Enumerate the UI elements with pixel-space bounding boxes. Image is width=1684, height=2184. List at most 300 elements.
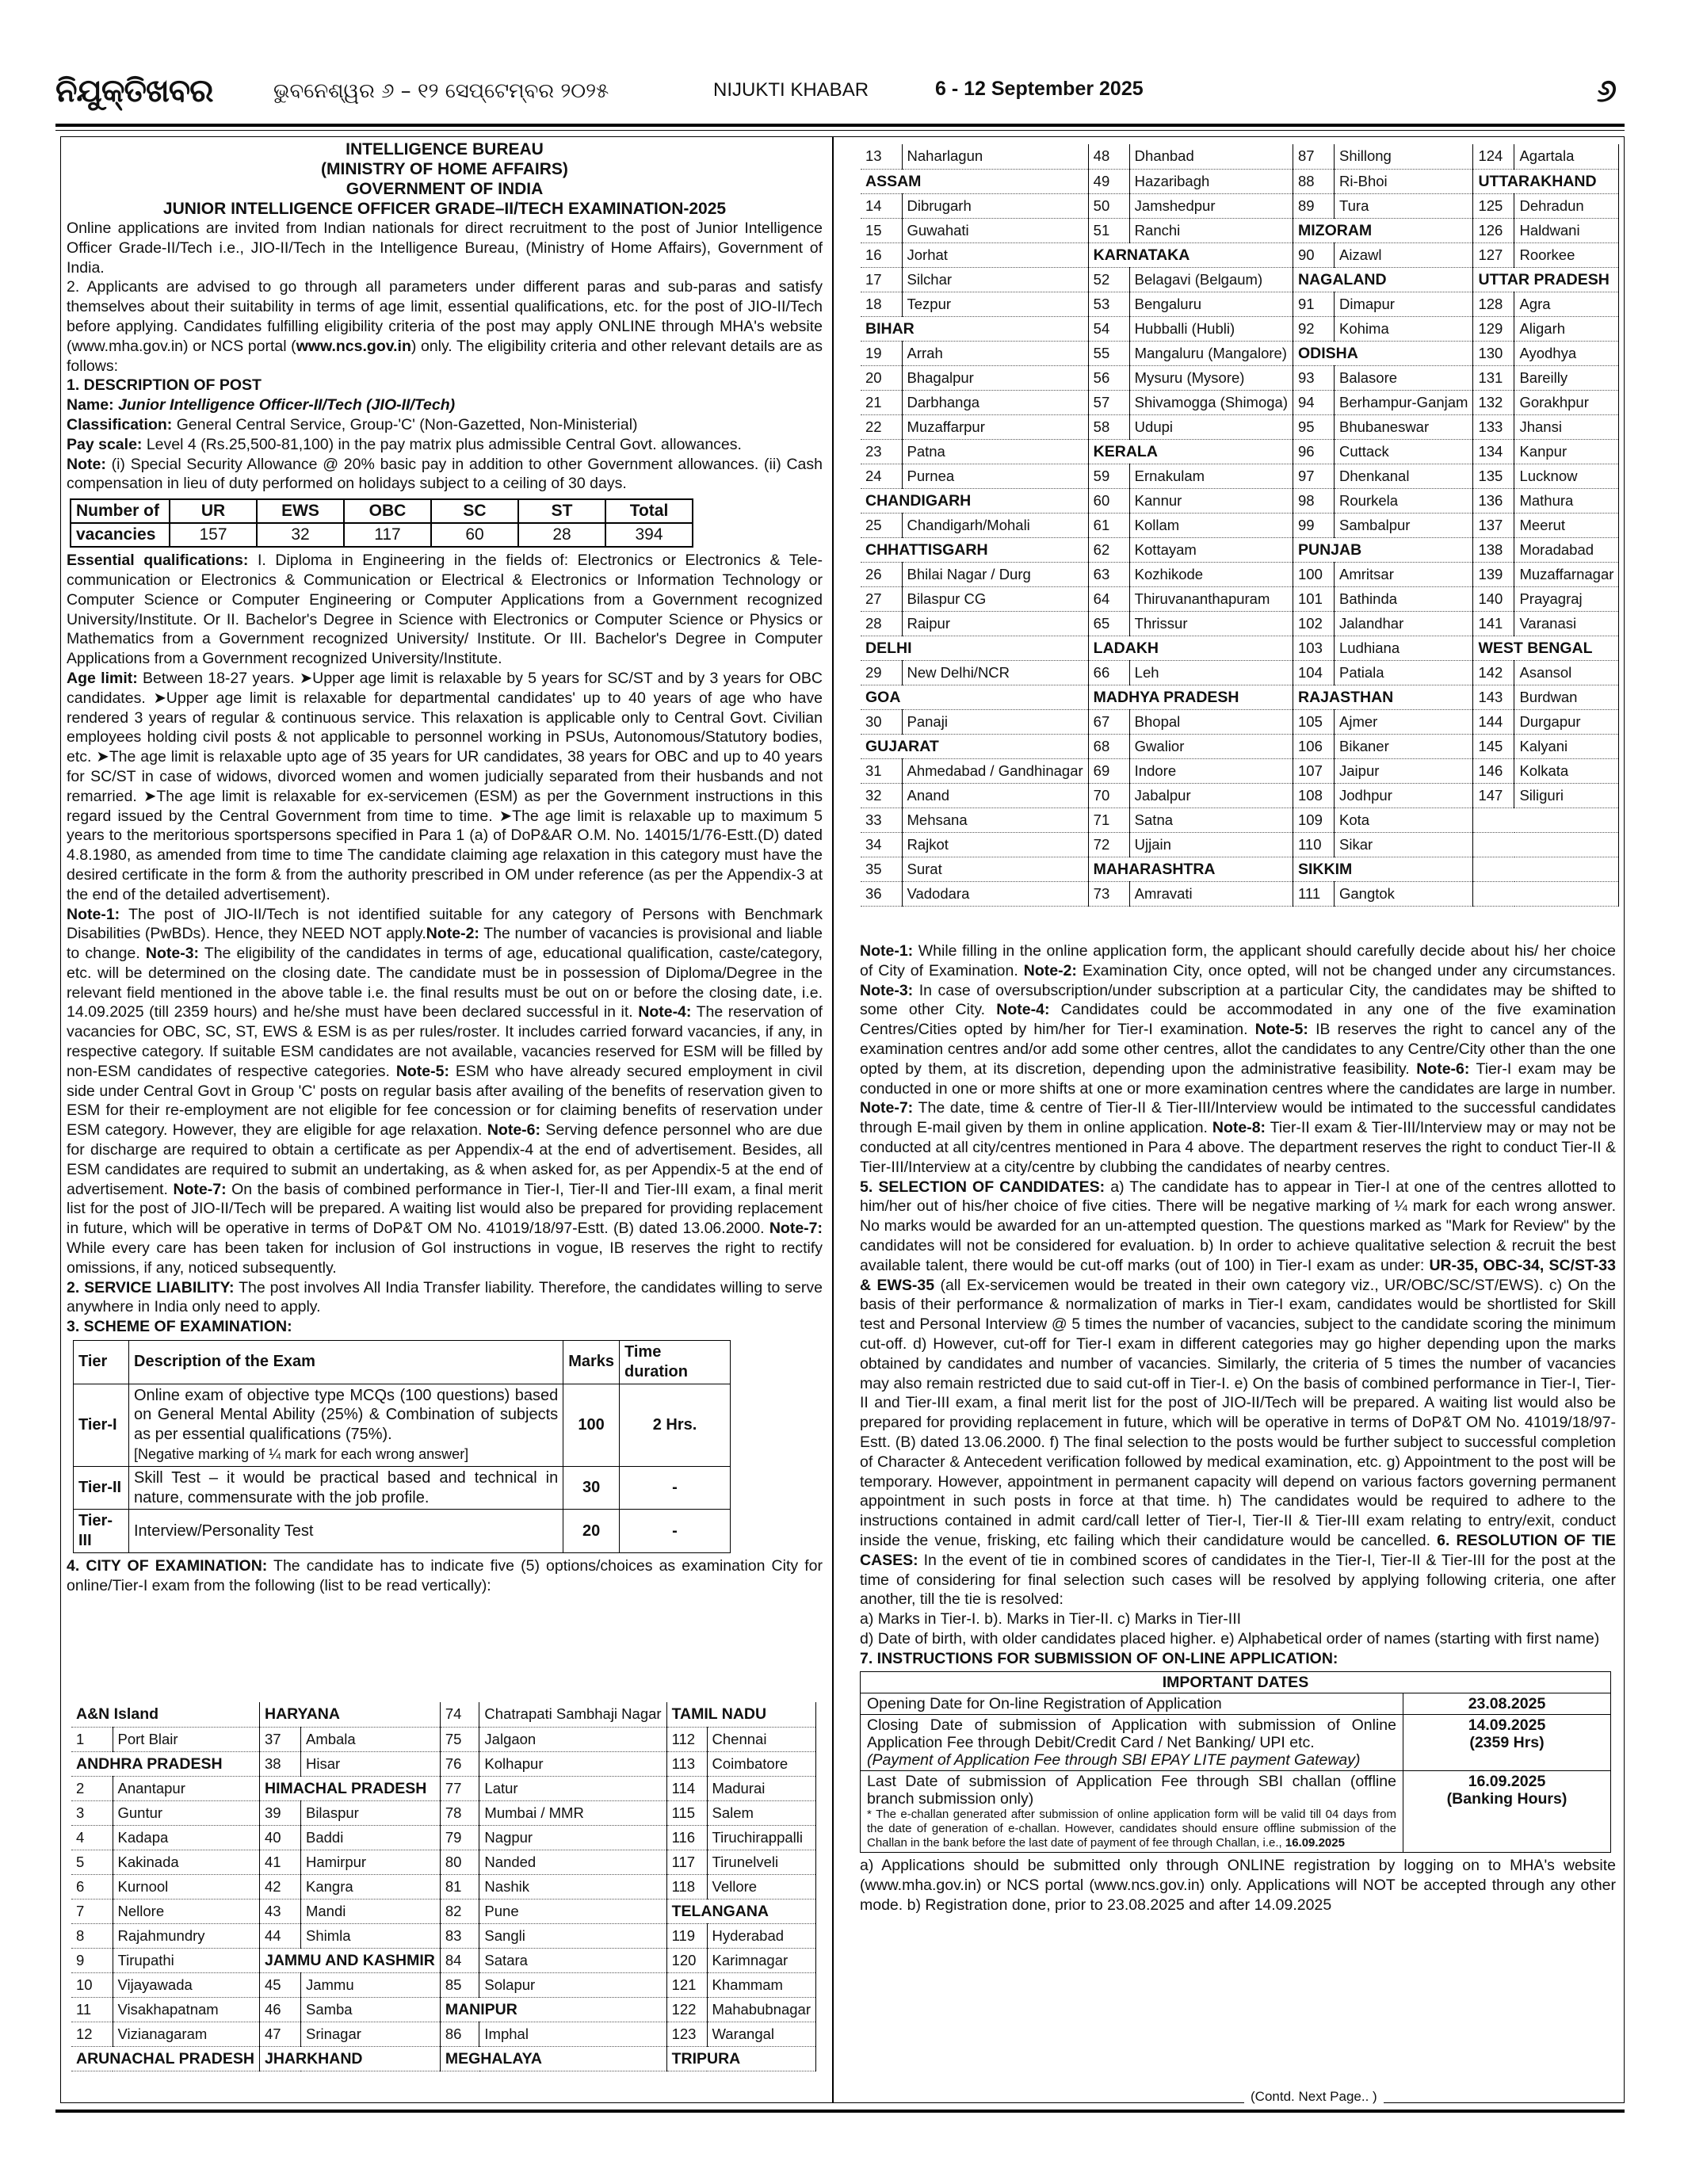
city-name: Nanded	[479, 1850, 666, 1874]
scheme-row-tier1: Tier-I Online exam of objective type MCQs (100 questions) based on General Mental Ability (25%) & Combination of subjects as per essential qualifications (75%). [Negative marking of ¼ mark for each wrong answer] 100 2 Hrs.	[74, 1384, 731, 1466]
city-row	[861, 758, 1619, 783]
city-number: 132	[1473, 390, 1514, 414]
city-name: Mumbai / MMR	[479, 1800, 666, 1825]
city-number: 76	[440, 1751, 479, 1776]
city-name: Patna	[902, 439, 1088, 464]
city-number: 123	[666, 2022, 707, 2046]
city-number: 22	[861, 414, 902, 439]
city-name: Vijayawada	[113, 1972, 259, 1997]
post-name: Name: Junior Intelligence Officer-II/Tech (JIO-II/Tech)	[67, 396, 456, 414]
city-number: 62	[1088, 537, 1129, 562]
city-name: Jamshedpur	[1129, 193, 1293, 218]
city-name: Shillong	[1335, 144, 1473, 169]
top-rule	[55, 124, 1625, 127]
city-number: 140	[1473, 586, 1514, 611]
city-number: 106	[1293, 734, 1335, 758]
city-name: Shivamogga (Shimoga)	[1129, 390, 1293, 414]
scheme-row-tier2: Tier-II Skill Test – it would be practical based and technical in nature, commensurate with the job profile. 30 -	[74, 1466, 731, 1510]
ministry-name: (MINISTRY OF HOME AFFAIRS)	[321, 160, 568, 178]
city-name: Raipur	[902, 611, 1088, 636]
city-row	[861, 341, 1619, 365]
city-name: Hyderabad	[707, 1923, 815, 1948]
important-dates-table	[860, 1671, 1611, 1853]
state-heading: KERALA	[1088, 439, 1293, 464]
city-row	[861, 513, 1619, 537]
city-name: Burdwan	[1514, 685, 1619, 709]
empty-cell	[1473, 832, 1619, 857]
city-name: Jammu	[300, 1972, 440, 1997]
state-heading: CHANDIGARH	[861, 488, 1088, 513]
city-name: Dibrugarh	[902, 193, 1088, 218]
city-name: Samba	[300, 1997, 440, 2022]
city-number: 70	[1088, 783, 1129, 808]
city-number: 65	[1088, 611, 1129, 636]
section-instructions-title: 7. INSTRUCTIONS FOR SUBMISSION OF ON-LINE APPLICATION:	[860, 1649, 1338, 1667]
city-name: Kakinada	[113, 1850, 259, 1874]
city-table-left	[71, 1702, 816, 2071]
city-number: 57	[1088, 390, 1129, 414]
city-number: 101	[1293, 586, 1335, 611]
city-number: 107	[1293, 758, 1335, 783]
city-name: Amravati	[1129, 881, 1293, 906]
city-name: Nellore	[113, 1899, 259, 1923]
city-name: Purnea	[902, 464, 1088, 488]
city-number: 110	[1293, 832, 1335, 857]
city-number: 84	[440, 1948, 479, 1972]
city-number: 58	[1088, 414, 1129, 439]
city-number: 25	[861, 513, 902, 537]
city-number: 39	[259, 1800, 300, 1825]
city-name: Amritsar	[1335, 562, 1473, 586]
city-row	[861, 464, 1619, 488]
state-heading: HIMACHAL PRADESH	[259, 1776, 440, 1800]
city-name: Madurai	[707, 1776, 815, 1800]
city-number: 81	[440, 1874, 479, 1899]
scheme-row-tier3: Tier-III Interview/Personality Test 20 -	[74, 1510, 731, 1553]
city-name: Haldwani	[1514, 218, 1619, 242]
city-name: Imphal	[479, 2022, 666, 2046]
city-name: Tiruchirappalli	[707, 1825, 815, 1850]
city-number: 96	[1293, 439, 1335, 464]
city-number: 105	[1293, 709, 1335, 734]
state-heading: CHHATTISGARH	[861, 537, 1088, 562]
city-row	[861, 808, 1619, 832]
city-number: 103	[1293, 636, 1335, 660]
city-name: Coimbatore	[707, 1751, 815, 1776]
city-row	[861, 537, 1619, 562]
city-name: Kannur	[1129, 488, 1293, 513]
city-name: Satna	[1129, 808, 1293, 832]
city-row	[861, 709, 1619, 734]
state-heading: BIHAR	[861, 316, 1088, 341]
city-name: Ludhiana	[1335, 636, 1473, 660]
city-row	[861, 734, 1619, 758]
city-name: Bhubaneswar	[1335, 414, 1473, 439]
city-number: 63	[1088, 562, 1129, 586]
city-number: 20	[861, 365, 902, 390]
city-row	[71, 1997, 816, 2022]
city-row	[861, 218, 1619, 242]
city-number: 1	[71, 1727, 113, 1751]
city-number: 43	[259, 1899, 300, 1923]
state-heading: UTTAR PRADESH	[1473, 267, 1619, 292]
city-row	[71, 1776, 816, 1800]
city-name: Warangal	[707, 2022, 815, 2046]
city-name: Gwalior	[1129, 734, 1293, 758]
odia-dateline: ଭୁବନେଶ୍ୱର ୬ – ୧୨ ସେପ୍ଟେମ୍ବର ୨୦୨୫	[273, 79, 609, 103]
city-table-right	[861, 144, 1619, 907]
city-name: Arrah	[902, 341, 1088, 365]
city-number: 14	[861, 193, 902, 218]
city-number: 129	[1473, 316, 1514, 341]
city-name: Bhopal	[1129, 709, 1293, 734]
city-number: 11	[71, 1997, 113, 2022]
city-name: Solapur	[479, 1972, 666, 1997]
city-number: 111	[1293, 881, 1335, 906]
city-name: Guntur	[113, 1800, 259, 1825]
city-name: Mysuru (Mysore)	[1129, 365, 1293, 390]
city-number: 42	[259, 1874, 300, 1899]
city-name: Panaji	[902, 709, 1088, 734]
city-number: 79	[440, 1825, 479, 1850]
city-name: Mahabubnagar	[707, 1997, 815, 2022]
city-name: New Delhi/NCR	[902, 660, 1088, 685]
city-number: 124	[1473, 144, 1514, 169]
city-number: 6	[71, 1874, 113, 1899]
city-number: 118	[666, 1874, 707, 1899]
post-classification: Classification: General Central Service, Group-'C' (Non-Gazetted, Non-Ministerial)	[67, 415, 638, 433]
city-number: 7	[71, 1899, 113, 1923]
tie-criteria-2: d) Date of birth, with older candidates placed higher. e) Alphabetical order of names (starting with first name)	[860, 1629, 1600, 1648]
city-number: 120	[666, 1948, 707, 1972]
city-number: 44	[259, 1923, 300, 1948]
city-number: 41	[259, 1850, 300, 1874]
city-row	[861, 439, 1619, 464]
city-number: 113	[666, 1751, 707, 1776]
state-heading: DELHI	[861, 636, 1088, 660]
city-name: Kolhapur	[479, 1751, 666, 1776]
city-number: 17	[861, 267, 902, 292]
city-name: Varanasi	[1514, 611, 1619, 636]
city-row	[861, 783, 1619, 808]
city-row	[861, 488, 1619, 513]
city-row	[71, 2046, 816, 2071]
city-name: Bengaluru	[1129, 292, 1293, 316]
city-name: Chandigarh/Mohali	[902, 513, 1088, 537]
city-name: Shimla	[300, 1923, 440, 1948]
city-number: 86	[440, 2022, 479, 2046]
city-row	[861, 857, 1619, 881]
city-name: Hisar	[300, 1751, 440, 1776]
city-number: 51	[1088, 218, 1129, 242]
vacancy-table	[70, 498, 693, 548]
city-name: Bareilly	[1514, 365, 1619, 390]
city-number: 144	[1473, 709, 1514, 734]
state-heading: MAHARASHTRA	[1088, 857, 1293, 881]
city-number: 131	[1473, 365, 1514, 390]
city-number: 12	[71, 2022, 113, 2046]
city-row	[861, 316, 1619, 341]
state-heading: JHARKHAND	[259, 2046, 440, 2071]
city-name: Mandi	[300, 1899, 440, 1923]
city-name: Jaipur	[1335, 758, 1473, 783]
city-name: Karimnagar	[707, 1948, 815, 1972]
bottom-rule	[55, 2110, 1625, 2113]
city-name: Kottayam	[1129, 537, 1293, 562]
city-row	[861, 414, 1619, 439]
city-name: Berhampur-Ganjam	[1335, 390, 1473, 414]
city-number: 128	[1473, 292, 1514, 316]
city-number: 130	[1473, 341, 1514, 365]
city-number: 112	[666, 1727, 707, 1751]
pay-scale: Pay scale: Level 4 (Rs.25,500-81,100) in the pay matrix plus admissible Central Govt. allowances.	[67, 435, 742, 453]
city-number: 121	[666, 1972, 707, 1997]
city-name: Kalyani	[1514, 734, 1619, 758]
city-number: 115	[666, 1800, 707, 1825]
city-name: Mehsana	[902, 808, 1088, 832]
city-name: Patiala	[1335, 660, 1473, 685]
city-number: 45	[259, 1972, 300, 1997]
city-number: 109	[1293, 808, 1335, 832]
city-name: Agra	[1514, 292, 1619, 316]
city-number: 66	[1088, 660, 1129, 685]
city-name: Asansol	[1514, 660, 1619, 685]
city-number: 49	[1088, 169, 1129, 193]
section-post-title: 1. DESCRIPTION OF POST	[67, 376, 262, 395]
city-number: 56	[1088, 365, 1129, 390]
city-name: Salem	[707, 1800, 815, 1825]
city-row	[861, 611, 1619, 636]
empty-cell	[1473, 881, 1619, 906]
city-number: 64	[1088, 586, 1129, 611]
city-name: Chatrapati Sambhaji Nagar	[479, 1702, 666, 1727]
tie-criteria-1: a) Marks in Tier-I. b). Marks in Tier-II. c) Marks in Tier-III	[860, 1610, 1242, 1628]
city-row	[71, 1850, 816, 1874]
city-number: 141	[1473, 611, 1514, 636]
city-number: 4	[71, 1825, 113, 1850]
city-name: Dehradun	[1514, 193, 1619, 218]
city-number: 89	[1293, 193, 1335, 218]
city-name: Sambalpur	[1335, 513, 1473, 537]
city-name: Indore	[1129, 758, 1293, 783]
state-heading: SIKKIM	[1293, 857, 1473, 881]
city-name: Jodhpur	[1335, 783, 1473, 808]
date-row-opening: Opening Date for On-line Registration of Application 23.08.2025	[861, 1693, 1611, 1715]
city-number: 32	[861, 783, 902, 808]
city-number: 82	[440, 1899, 479, 1923]
city-name: Ayodhya	[1514, 341, 1619, 365]
city-name: Durgapur	[1514, 709, 1619, 734]
city-number: 55	[1088, 341, 1129, 365]
city-number: 35	[861, 857, 902, 881]
state-heading: GOA	[861, 685, 1088, 709]
city-row	[861, 365, 1619, 390]
city-row	[71, 1972, 816, 1997]
city-number: 37	[259, 1727, 300, 1751]
city-name: Vadodara	[902, 881, 1088, 906]
city-number: 95	[1293, 414, 1335, 439]
eligibility-paragraph: 2. Applicants are advised to go through all parameters under different paras and sub-paras and satisfy themselves about their suitability in terms of age limit, essential qualifications, etc. for the post of JIO-II/Tech before applying. Candidates fulfilling eligibility criteria of the post may apply ONLINE through MHA's website (www.mha.gov.in) or NCS portal (www.ncs.gov.in) only. The eligibility criteria and other relevant details are as follows:	[67, 278, 823, 375]
service-liability: 2. SERVICE LIABILITY: The post involves All India Transfer liability. Therefore, the candidates willing to serve anywhere in India only need to apply.	[67, 1278, 823, 1316]
city-name: Tura	[1335, 193, 1473, 218]
city-number: 97	[1293, 464, 1335, 488]
city-name: Pune	[479, 1899, 666, 1923]
city-number: 31	[861, 758, 902, 783]
city-name: Ranchi	[1129, 218, 1293, 242]
empty-cell	[1473, 808, 1619, 832]
state-heading: A&N Island	[71, 1702, 259, 1727]
city-name: Latur	[479, 1776, 666, 1800]
city-number: 117	[666, 1850, 707, 1874]
city-number: 135	[1473, 464, 1514, 488]
city-number: 74	[440, 1702, 479, 1727]
city-name: Dhanbad	[1129, 144, 1293, 169]
city-name: Sangli	[479, 1923, 666, 1948]
city-row	[71, 2022, 816, 2046]
important-dates-header: IMPORTANT DATES	[861, 1672, 1611, 1693]
city-number: 143	[1473, 685, 1514, 709]
city-name: Gangtok	[1335, 881, 1473, 906]
city-name: Bhagalpur	[902, 365, 1088, 390]
city-number: 147	[1473, 783, 1514, 808]
city-number: 47	[259, 2022, 300, 2046]
city-number: 53	[1088, 292, 1129, 316]
city-name: Kanpur	[1514, 439, 1619, 464]
city-row	[71, 1702, 816, 1727]
application-instructions: a) Applications should be submitted only through ONLINE registration by logging on to MHA's website (www.mha.gov.in) or NCS portal (www.ncs.gov.in) only. Applications will NOT be accepted through any other mode. b) Registration done, prior to 23.08.2025 and after 14.09.2025	[860, 1857, 1616, 1915]
city-name: Satara	[479, 1948, 666, 1972]
city-name: Gorakhpur	[1514, 390, 1619, 414]
intro-paragraph: Online applications are invited from Indian nationals for direct recruitment to the post of Junior Intelligence Officer Grade-II/Tech i.e., JIO-II/Tech in the Intelligence Bureau, (Ministry of Home Affairs), Government of India.	[67, 220, 823, 277]
city-number: 122	[666, 1997, 707, 2022]
city-number: 119	[666, 1923, 707, 1948]
city-number: 134	[1473, 439, 1514, 464]
city-number: 16	[861, 242, 902, 267]
city-name: Port Blair	[113, 1727, 259, 1751]
city-name: Visakhapatnam	[113, 1997, 259, 2022]
city-number: 10	[71, 1972, 113, 1997]
city-number: 34	[861, 832, 902, 857]
city-number: 88	[1293, 169, 1335, 193]
city-number: 9	[71, 1948, 113, 1972]
city-name: Guwahati	[902, 218, 1088, 242]
city-number: 19	[861, 341, 902, 365]
city-name: Hamirpur	[300, 1850, 440, 1874]
state-heading: UTTARAKHAND	[1473, 169, 1619, 193]
state-heading: MEGHALAYA	[440, 2046, 666, 2071]
city-of-examination-intro: 4. CITY OF EXAMINATION: The candidate has to indicate five (5) options/choices as examination City for online/Tier-I exam from the following (list to be read vertically):	[67, 1557, 823, 1594]
city-name: Dimapur	[1335, 292, 1473, 316]
city-name: Kota	[1335, 808, 1473, 832]
city-name: Ri-Bhoi	[1335, 169, 1473, 193]
state-heading: TELANGANA	[666, 1899, 815, 1923]
city-row	[861, 242, 1619, 267]
city-number: 77	[440, 1776, 479, 1800]
city-name: Siliguri	[1514, 783, 1619, 808]
state-heading: TRIPURA	[666, 2046, 815, 2071]
city-row	[71, 1948, 816, 1972]
page-number: ୬	[1596, 73, 1617, 109]
city-number: 54	[1088, 316, 1129, 341]
state-heading: HARYANA	[259, 1702, 440, 1727]
city-row	[71, 1825, 816, 1850]
city-name: Kurnool	[113, 1874, 259, 1899]
city-name: Aligarh	[1514, 316, 1619, 341]
city-name: Roorkee	[1514, 242, 1619, 267]
city-name: Mathura	[1514, 488, 1619, 513]
city-name: Khammam	[707, 1972, 815, 1997]
city-name: Tezpur	[902, 292, 1088, 316]
city-number: 30	[861, 709, 902, 734]
city-number: 94	[1293, 390, 1335, 414]
city-name: Vellore	[707, 1874, 815, 1899]
state-heading: ANDHRA PRADESH	[71, 1751, 259, 1776]
state-heading: JAMMU AND KASHMIR	[259, 1948, 440, 1972]
essential-qualifications: Essential qualifications: I. Diploma in Engineering in the fields of: Electronics or Electronics & Tele-communication or Electronics & Communication or Electrical & Electronics or Information Technology or Computer Science or Computer Engineering or Computer Applications from a Government recognized University/Institute. Or II. Bachelor's Degree in Science with Electronics or Computer Science or Physics or Mathematics from a Government recognized University/ Institute. Or III. Bachelor's Degree in Computer Applications from a Government recognized University/Institute.	[67, 552, 823, 668]
city-number: 102	[1293, 611, 1335, 636]
city-number: 24	[861, 464, 902, 488]
city-name: Cuttack	[1335, 439, 1473, 464]
city-name: Silchar	[902, 267, 1088, 292]
city-name: Muzaffarpur	[902, 414, 1088, 439]
city-row	[861, 144, 1619, 169]
city-name: Jalgaon	[479, 1727, 666, 1751]
post-note: Note: (i) Special Security Allowance @ 20% basic pay in addition to other Government allowances. (ii) Cash compensation in lieu of duty performed on holidays subject to a ceiling of 30 days.	[67, 455, 823, 493]
city-name: Ernakulam	[1129, 464, 1293, 488]
city-name: Tirupathi	[113, 1948, 259, 1972]
date-row-closing: Closing Date of submission of Application with submission of Online Application Fee through Debit/Credit Card / Net Banking/ UPI etc. (Payment of Application Fee through SBI EPAY LITE payment Gateway) 14.09.2025 (2359 Hrs)	[861, 1715, 1611, 1771]
city-name: Leh	[1129, 660, 1293, 685]
city-row	[861, 292, 1619, 316]
city-number: 50	[1088, 193, 1129, 218]
city-number: 48	[1088, 144, 1129, 169]
city-name: Sikar	[1335, 832, 1473, 857]
city-name: Muzaffarnagar	[1514, 562, 1619, 586]
city-number: 126	[1473, 218, 1514, 242]
government-name: GOVERNMENT OF INDIA	[346, 180, 544, 198]
city-list-left	[71, 1702, 816, 2071]
city-row	[861, 586, 1619, 611]
city-name: Udupi	[1129, 414, 1293, 439]
city-name: Hubballi (Hubli)	[1129, 316, 1293, 341]
date-row-challan: Last Date of submission of Application Fee through SBI challan (offline branch submission only) * The e-challan generated after submission of online application form will be valid till 04 days from the date of generation of e-challan. However, candidates should ensure offline submission of the Challan in the bank before the last date of payment of fee through Challan, i.e., 16.09.2025 16.09.2025 (Banking Hours)	[861, 1771, 1611, 1853]
continued-label: (Contd. Next Page.. )	[1244, 2089, 1384, 2105]
city-name: Naharlagun	[902, 144, 1088, 169]
state-heading: RAJASTHAN	[1293, 685, 1473, 709]
city-number: 38	[259, 1751, 300, 1776]
city-number: 69	[1088, 758, 1129, 783]
city-number: 146	[1473, 758, 1514, 783]
scheme-header-row: Tier Description of the Exam Marks Time duration	[74, 1341, 731, 1384]
city-number: 90	[1293, 242, 1335, 267]
city-number: 125	[1473, 193, 1514, 218]
city-name: Kohima	[1335, 316, 1473, 341]
city-number: 142	[1473, 660, 1514, 685]
scheme-table	[73, 1340, 731, 1553]
city-notes: Note-1: While filling in the online application form, the applicant should carefully decide about his/ her choice of City of Examination. Note-2: Examination City, once opted, will not be changed under any circumstances. Note-3: In case of oversubscription/under subscription at a particular City, the candidates may be shifted to some other City. Note-4: Candidates could be accommodated in any one of the five examination Centres/Cities opted by him/her for Tier-I examination. Note-5: IB reserves the right to cancel any of the examination centres and/or add some other centres, allot the candidates to any Centre/City other than the one opted by them, at its discretion, depending upon the administrative feasibility. Note-6: Tier-I exam may be conducted in one or more shifts at one or more examination centres where the candidates are large in number. Note-7: The date, time & centre of Tier-II & Tier-III/Interview would be intimated to the successful candidates through E-mail given by them in online application. Note-8: Tier-II exam & Tier-III/Interview may or may not be conducted at all city/centres mentioned in Para 4 above. The department reserves the right to conduct Tier-II & Tier-III/Interview at a city/centre by clubbing the candidates of nearby centres.	[860, 942, 1617, 1176]
city-number: 23	[861, 439, 902, 464]
city-row	[861, 267, 1619, 292]
left-column	[67, 139, 823, 1596]
city-name: Ahmedabad / Gandhinagar	[902, 758, 1088, 783]
city-number: 91	[1293, 292, 1335, 316]
city-number: 46	[259, 1997, 300, 2022]
city-number: 68	[1088, 734, 1129, 758]
city-number: 13	[861, 144, 902, 169]
city-number: 40	[259, 1825, 300, 1850]
city-number: 67	[1088, 709, 1129, 734]
city-name: Anantapur	[113, 1776, 259, 1800]
